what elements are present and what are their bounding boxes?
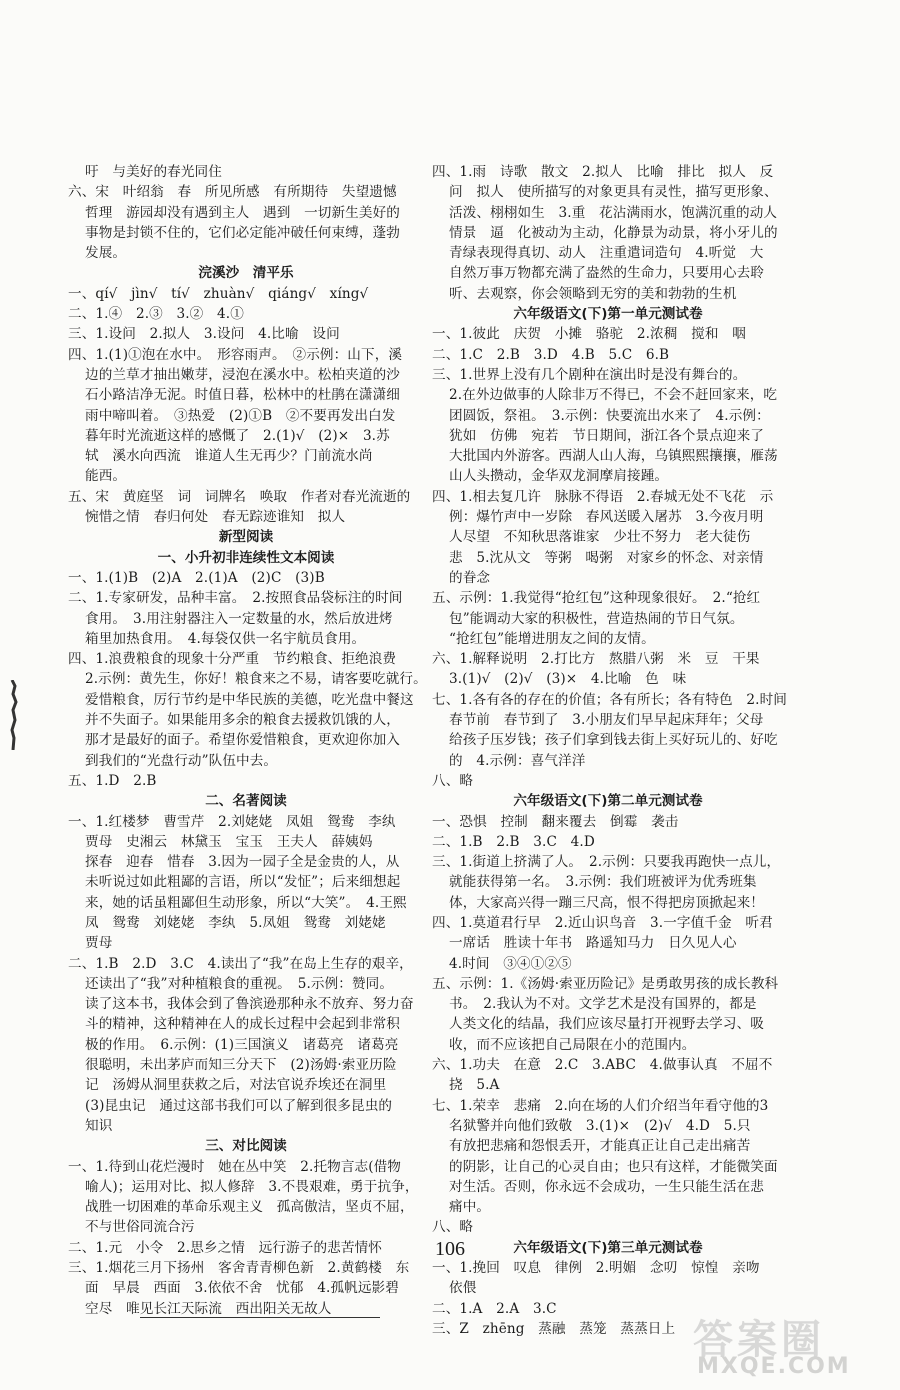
answer-line: 一、1.彼此 庆贺 小摊 骆驼 2.浓稠 搅和 咽: [432, 326, 746, 343]
answer-line: 六、宋 叶绍翁 春 所见所感 有所期待 失望遗憾: [68, 184, 397, 201]
answer-line: 大批国内外游客。西湖人山人海，乌镇熙熙攘攘，雁荡: [449, 448, 778, 465]
answer-line: 一、1.挽回 叹息 律例 2.明媚 念叨 惊惶 亲吻: [432, 1260, 760, 1277]
answer-line: 情景 逼 化被动为主动，化静景为动景，将小牙儿的: [449, 224, 778, 241]
answer-line: 那才是最好的面子。希望你爱惜粮食，更欢迎你加入: [85, 732, 400, 749]
answer-line: 三、Z zhēng 蒸融 蒸笼 蒸蒸日上: [432, 1320, 676, 1337]
answer-line: 人类文化的结晶，我们应该尽量打开视野去学习、吸: [449, 1016, 764, 1033]
section-heading: 六年级语文(下)第一单元测试卷: [513, 306, 703, 323]
answer-line: “抢红包”能增进朋友之间的友情。: [449, 630, 655, 647]
answer-line: 三、1.烟花三月下扬州 客舍青青柳色新 2.黄鹤楼 东: [68, 1260, 410, 1277]
answer-line: 例：爆竹声中一岁除 春风送暖入屠苏 3.今夜月明: [449, 509, 764, 526]
section-heading: 一、小升初非连续性文本阅读: [157, 549, 335, 566]
answer-line: 3.(1)√ (2)√ (3)× 4.比喻 色 味: [449, 671, 687, 688]
answer-line: 四、1.(1)①泡在水中。 形容雨声。 ②示例：山下，溪: [68, 346, 403, 363]
answer-line: 七、1.各有各的存在的价值；各有所长；各有特色 2.时间: [432, 691, 787, 708]
answer-line: 三、1.世界上没有几个剧种在演出时是没有舞台的。: [432, 366, 747, 383]
page-number: 106: [435, 1238, 465, 1260]
answer-line: 五、示例：1.我觉得“抢红包”这种现象很好。 2.“抢红: [432, 590, 761, 607]
answer-line: 喻人)；运用对比、拟人修辞 3.不畏艰难，勇于抗争，: [85, 1178, 419, 1195]
answer-line: 石小路洁净无泥。时值日暮，松林中的杜鹃在潇潇细: [85, 387, 400, 404]
answer-line: 青绿表现得真切、动人 注重遣词造句 4.听觉 大: [449, 245, 764, 262]
answer-line: 发展。: [85, 245, 127, 262]
answer-line: 依偎: [449, 1280, 477, 1297]
answer-line: 四、1.莫道君行早 2.近山识鸟音 3.一字值千金 听君: [432, 914, 773, 931]
answer-line: 探春 迎春 惜春 3.因为一园子全是金贵的人，从: [85, 854, 400, 871]
answer-line: 五、宋 黄庭坚 词 词牌名 唤取 作者对春光流逝的: [68, 488, 411, 505]
answer-line: 一、1.红楼梦 曹雪芹 2.刘姥姥 凤姐 鸳鸯 李纨: [68, 813, 396, 830]
answer-line: 三、1.街道上挤满了人。 2.示例：只要我再跑快一点儿，: [432, 854, 781, 871]
answer-line: 名狱警并向他们致敬 3.(1)× (2)√ 4.D 5.只: [449, 1117, 751, 1134]
answer-line: 四、1.雨 诗歌 散文 2.拟人 比喻 排比 拟人 反: [432, 164, 774, 180]
section-heading: 三、对比阅读: [205, 1138, 287, 1155]
answer-line: 春节前 春节到了 3.小朋友们早早起床拜年；父母: [449, 712, 764, 729]
answer-line: 二、1.④ 2.③ 3.② 4.①: [68, 306, 244, 323]
answer-line: 一、1.待到山花烂漫时 她在丛中笑 2.托物言志(借物: [68, 1158, 402, 1175]
answer-line: 一、恐惧 控制 翻来覆去 倒霉 袭击: [432, 813, 679, 830]
section-heading: 新型阅读: [218, 529, 274, 546]
answer-line: 2.在外边做事的人除非万不得已，不会不赶回家来，吃: [449, 387, 778, 404]
watermark-logo: [683, 1308, 888, 1380]
answer-line: 读了这本书，我体会到了鲁滨逊那种永不放弃、努力奋: [85, 996, 414, 1013]
answer-line: 包”能调动大家的积极性，营造热闹的节日气氛。: [449, 610, 744, 627]
answer-line: 空尽 唯见长江天际流 西出阳关无故人: [85, 1300, 332, 1317]
answer-line: 三、1.设问 2.拟人 3.设问 4.比喻 设问: [68, 326, 340, 343]
answer-line: 爱惜粮食，厉行节约是中华民族的美德，吃光盘中餐这: [85, 691, 414, 708]
answer-line: 记 汤姆从洞里获救之后，对法官说乔埃还在洞里: [85, 1077, 387, 1094]
answer-line: 收，而不应该把自己局限在小的范围内。: [449, 1036, 696, 1053]
answer-line: 对生活。否则，你永远不会成功，一生只能生活在悲: [449, 1178, 764, 1195]
watermark-site: MXQE.COM: [697, 1354, 851, 1379]
section-heading: 二、名著阅读: [205, 793, 287, 810]
answer-line: 活泼、栩栩如生 3.重 花沾满雨水，饱满沉重的动人: [449, 204, 778, 221]
answer-line: 箱里加热食用。 4.每袋仅供一名宇航员食用。: [85, 630, 366, 647]
answer-line: 的阴影，让自己的心灵自由；也只有这样，才能微笑面: [449, 1158, 778, 1175]
answer-line: 一席话 胜读十年书 路遥知马力 日久见人心: [449, 935, 737, 952]
answer-line: 轼 溪水向西流 谁道人生无再少？门前流水尚: [85, 448, 373, 465]
answer-line: 凤 鸳鸯 刘姥姥 李纨 5.凤姐 鸳鸯 刘姥姥: [85, 914, 386, 931]
right-answer-column: [432, 162, 787, 1339]
answer-line: 山人头攒动，金华双龙洞摩肩接踵。: [449, 468, 669, 485]
answer-line: 战胜一切困难的革命乐观主义 孤高傲洁，坚贞不屈，: [85, 1199, 414, 1216]
answer-line: 哲理 游园却没有遇到主人 遇到 一切新生美好的: [85, 204, 400, 221]
answer-line: 能西。: [85, 468, 127, 485]
answer-line: 并不失面子。如果能用多余的粮食去援救饥饿的人，: [85, 712, 400, 729]
answer-line: 边的兰草才抽出嫩芽，浸泡在溪水中。松柏夹道的沙: [85, 366, 400, 383]
answer-line: 悲 5.沈从文 等粥 喝粥 对家乡的怀念、对亲情: [449, 549, 764, 566]
answer-line: 听、去观察，你会领略到无穷的美和勃勃的生机: [449, 285, 737, 302]
section-heading: 六年级语文(下)第三单元测试卷: [513, 1239, 703, 1256]
answer-line: 贾母 史湘云 林黛玉 宝玉 王夫人 薛姨妈: [85, 833, 373, 850]
answer-line: 一、qí√ jìn√ tí√ zhuàn√ qiáng√ xíng√: [68, 285, 369, 302]
answer-line: 的 4.示例：喜气洋洋: [449, 752, 586, 769]
answer-line: 暮年时光流逝这样的感慨了 2.(1)√ (2)× 3.苏: [85, 427, 390, 444]
answer-line: 二、1.专家研发，品种丰富。 2.按照食品袋标注的时间: [68, 590, 403, 607]
answer-line: 惋惜之情 春归何处 春无踪迹谁知 拟人: [85, 509, 346, 526]
answer-line: 到我们的“光盘行动”队伍中去。: [85, 752, 278, 769]
answer-line: 四、1.相去复几许 脉脉不得语 2.春城无处不飞花 示: [432, 488, 774, 505]
answer-line: 七、1.荣幸 悲痛 2.向在场的人们介绍当年看守他的3: [432, 1097, 769, 1114]
footer-rule: [140, 1317, 380, 1318]
answer-line: 二、1.元 小令 2.思乡之情 远行游子的悲苦情怀: [68, 1239, 382, 1256]
answer-line: 来，她的话虽粗鄙但生动形象，所以“大笑”。 4.王熙: [85, 894, 407, 911]
answer-line: 八、略: [432, 772, 474, 789]
answer-line: 有放把悲痛和怨恨丢开，才能真正让自己走出痛苦: [449, 1138, 751, 1155]
answer-line: 贾母: [85, 935, 113, 952]
answer-line: 自然万事万物都充满了盎然的生命力，只要用心去聆: [449, 265, 764, 282]
answer-line: 挠 5.A: [449, 1077, 500, 1094]
answer-line: 的眷念: [449, 569, 491, 586]
answer-line: 团圆饭，祭祖。 3.示例：快要流出水来了 4.示例：: [449, 407, 770, 424]
answer-line: 吁 与美好的春光同住: [85, 164, 222, 180]
answer-line: 4.时间 ③④①②⑤: [449, 955, 572, 972]
answer-line: 六、1.解释说明 2.打比方 熬腊八粥 米 豆 干果: [432, 651, 760, 668]
answer-line: (3)昆虫记 通过这部书我们可以了解到很多昆虫的: [85, 1097, 393, 1114]
answer-line: 八、略: [432, 1219, 474, 1236]
answer-line: 还读出了“我”对种植粮食的重视。 5.示例：赞同。: [85, 975, 394, 992]
answer-line: 书。 2.我认为不对。文学艺术是没有国界的，都是: [449, 996, 757, 1013]
answer-line: 未听说过如此粗鄙的言语，所以“发怔”；后来细想起: [85, 874, 401, 891]
answer-line: 斗的精神，这种精神在人的成长过程中会起到非常积: [85, 1016, 400, 1033]
answer-line: 知识: [85, 1117, 113, 1134]
answer-line: 2.示例：黄先生，你好！粮食来之不易，请客要吃就行。: [85, 671, 427, 688]
watermark-title: 答案圈: [693, 1317, 825, 1363]
answer-line: 一、1.(1)B (2)A 2.(1)A (2)C (3)B: [68, 569, 325, 586]
answer-line: 五、1.D 2.B: [68, 772, 157, 789]
answer-line: 食用。 3.用注射器注入一定数量的水，然后放进烤: [85, 610, 393, 627]
answer-line: 人尽望 不知秋思落谁家 少壮不努力 老大徒伤: [449, 529, 751, 546]
binding-mark-icon: [8, 680, 18, 750]
answer-line: 问 拟人 使所描写的对象更具有灵性，描写更形象、: [449, 184, 778, 201]
answer-line: 二、1.B 2.B 3.C 4.D: [432, 833, 595, 850]
answer-line: 犹如 仿佛 宛若 节日期间，浙江各个景点迎来了: [449, 427, 764, 444]
answer-line: 二、1.C 2.B 3.D 4.B 5.C 6.B: [432, 346, 670, 363]
answer-line: 四、1.浪费粮食的现象十分严重 节约粮食、拒绝浪费: [68, 651, 397, 668]
answer-line: 给孩子压岁钱；孩子们拿到钱去街上买好玩儿的、好吃: [449, 732, 778, 749]
answer-line: 六、1.功夫 在意 2.C 3.ABC 4.做事认真 不屈不: [432, 1057, 773, 1074]
answer-line: 二、1.B 2.D 3.C 4.读出了“我”在岛上生存的艰辛，: [68, 955, 413, 972]
answer-line: 很聪明，未出茅庐而知三分天下 (2)汤姆·索亚历险: [85, 1057, 397, 1074]
answer-line: 五、示例：1.《汤姆·索亚历险记》是勇敢男孩的成长教科: [432, 975, 779, 992]
answer-line: 雨中啼叫着。 ③热爱 (2)①B ②不要再发出白发: [85, 407, 396, 424]
answer-line: 事物是封锁不住的，它们必定能冲破任何束缚，蓬勃: [85, 224, 400, 241]
answer-line: 痛中。: [449, 1199, 491, 1216]
answer-line: 不与世俗同流合污: [85, 1219, 195, 1236]
answer-line: 极的作用。 6.示例：(1)三国演义 诸葛亮 诸葛亮: [85, 1036, 399, 1053]
answer-line: 面 早晨 西面 3.依依不舍 忧郁 4.孤帆远影碧: [85, 1280, 399, 1297]
answer-line: 就能获得第一名。 3.示例：我们班被评为优秀班集: [449, 874, 757, 891]
answer-line: 体，大家高兴得一蹦三尺高，恨不得把房顶掀起来！: [449, 894, 764, 911]
answer-line: 二、1.A 2.A 3.C: [432, 1300, 557, 1317]
section-heading: 浣溪沙 清平乐: [198, 265, 294, 282]
section-heading: 六年级语文(下)第二单元测试卷: [513, 793, 703, 810]
left-answer-column: [68, 162, 427, 1319]
